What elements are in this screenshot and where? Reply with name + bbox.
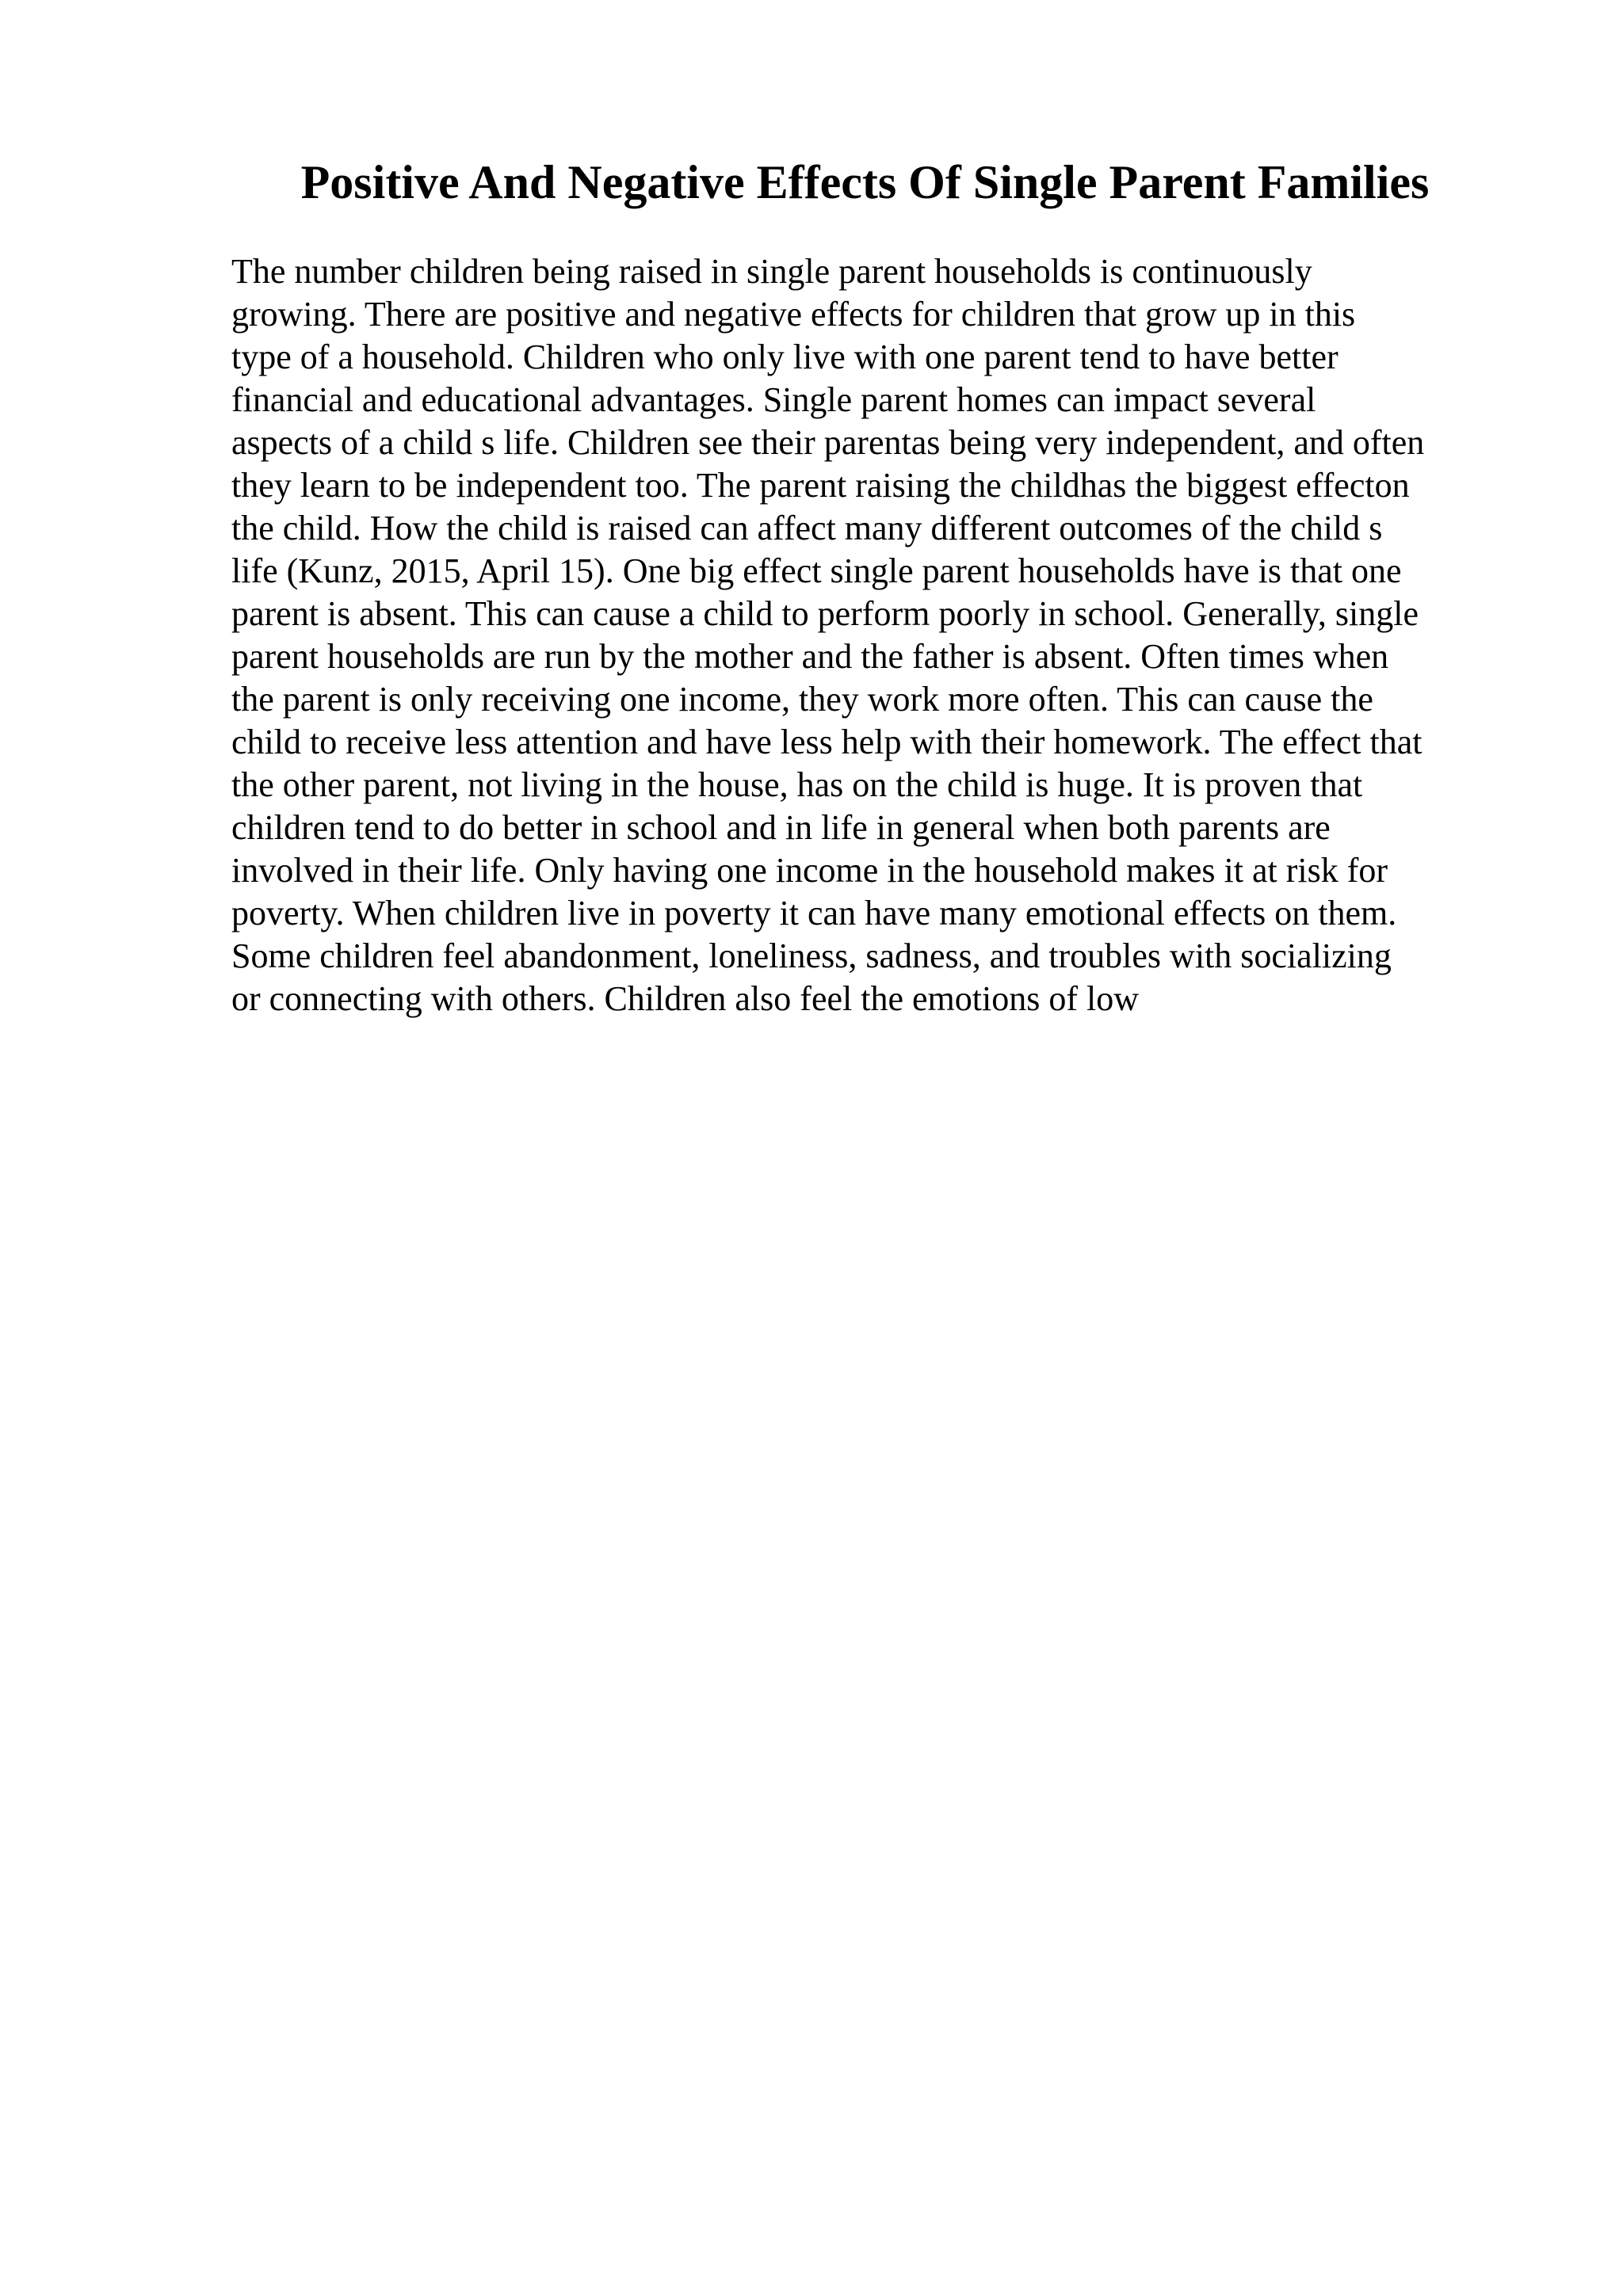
body-line: the parent is only receiving one income, they work more often. This can cause the	[231, 680, 1373, 719]
body-line: The number children being raised in single parent households is continuously	[231, 252, 1312, 291]
body-line: the other parent, not living in the house, has on the child is huge. It is proven that	[231, 765, 1363, 804]
body-line: they learn to be independent too. The parent raising the childhas the biggest effecton	[231, 466, 1410, 505]
body-line: Some children feel abandonment, loneliness, sadness, and troubles with socializing	[231, 936, 1392, 975]
body-line: parent is absent. This can cause a child to perform poorly in school. Generally, single	[231, 594, 1419, 633]
body-paragraph	[231, 250, 1507, 1020]
body-line: type of a household. Children who only live with one parent tend to have better	[231, 338, 1338, 376]
body-line: children tend to do better in school and in life in general when both parents are	[231, 808, 1331, 847]
body-line: parent households are run by the mother and the father is absent. Often times when	[231, 637, 1389, 676]
body-line: growing. There are positive and negative effects for children that grow up in this	[231, 295, 1356, 334]
body-line: poverty. When children live in poverty it can have many emotional effects on them.	[231, 894, 1397, 933]
body-line: child to receive less attention and have less help with their homework. The effect that	[231, 723, 1423, 761]
body-line: financial and educational advantages. Single parent homes can impact several	[231, 380, 1316, 419]
body-line: or connecting with others. Children also feel the emotions of low	[231, 979, 1139, 1018]
document-title: Positive And Negative Effects Of Single Parent Families	[300, 156, 1430, 208]
body-line: life (Kunz, 2015, April 15). One big effect single parent households have is that one	[231, 551, 1402, 590]
body-line: involved in their life. Only having one income in the household makes it at risk for	[231, 851, 1388, 890]
body-line: aspects of a child s life. Children see their parentas being very independent, and often	[231, 423, 1425, 462]
body-line: the child. How the child is raised can affect many different outcomes of the child s	[231, 509, 1383, 547]
